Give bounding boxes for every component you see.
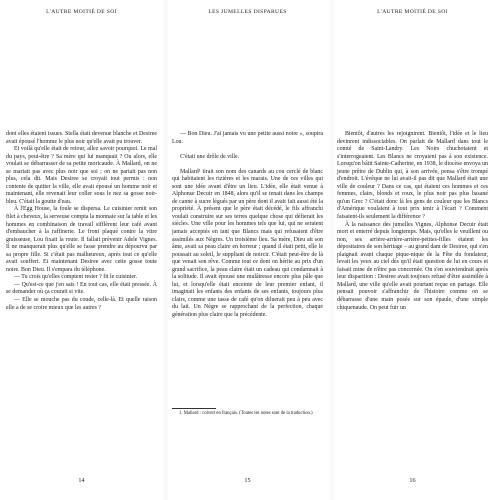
paragraph: Et voilà qu'elle était de retour, allez savoir pourquoi. Le mal du pays, peut-être ? Sa mère qui lui manquait ? Ou alors, elle voulait se débarrasser de sa petite moricaude. À Mallard, on ne se mariait pas avec plus noir que soi ; on ne partait pas non plus, cela dit. Mais Desiree se croyait tout permis : non contente de quitter la ville, elle avait épousé un homme noir et maintenant, elle revenait leur coller sous le nez sa gosse noir-bleu. C'était la goutte d'eau. <box>6 146 157 205</box>
running-head: LES JUMELLES DISPARUES <box>208 9 287 15</box>
paragraph: — Elle se mouche pas du coude, celle-là. Et quelle raison elle a de se croire mieux que les autres ? <box>6 297 157 311</box>
page-body <box>337 131 488 312</box>
paragraph: dont elles étaient issues. Stella était devenue blanche et Desiree avait épousé l'homme le plus noir qu'elle avait pu trouver. <box>6 131 157 145</box>
page-middle <box>172 0 323 500</box>
page-body <box>6 131 157 312</box>
page-right <box>337 0 488 500</box>
paragraph: À l'Egg House, la foule se dispersa. Le cuisinier remit son filet à cheveux, la serveuse compta la monnaie sur la table et les hommes en combinaison de travail sifflèrent leur café avant d'embaucher à la raffinerie. Le front plaqué contre la vitre graisseuse, Lou fixait la route. Il fallait prévenir Adele Vignes. Il ne manquerait plus qu'elle se fasse prendre au dépourvu par sa propre fille. Si c'était pas malheureux, après tout ce qu'elle avait souffert. Et maintenant Desiree avec cette gosse toute noire. Bon Dieu. Il s'empara du téléphone. <box>6 206 157 273</box>
page-body <box>172 131 323 320</box>
running-head: L'AUTRE MOITIÉ DE SOI <box>46 9 117 15</box>
page-number: 16 <box>409 477 416 484</box>
gutter <box>329 0 335 500</box>
gutter <box>163 0 169 500</box>
paragraph: C'était une drôle de ville. <box>180 153 240 160</box>
running-head: L'AUTRE MOITIÉ DE SOI <box>377 9 448 15</box>
page-number: 14 <box>78 477 85 484</box>
paragraph: À la naissance des jumelles Vignes, Alphonse Decuir était mort et enterré depuis longtemps. Mais, qu'elles le veuillent ou non, ses arrière-arrière-arrière-petites-filles étaient les dépositaires de son héritage – au grand dam de Desiree, qui s'en plaignait avant chaque pique-nique de la Fête du fondateur, levait les yeux au ciel dès qu'il était question de lui en cours et faisait mine de n'être pas concernée. On s'en souviendrait après leur disparition : Desiree avait toujours refusé d'être assimilée à Mallard, une ville qu'elle avait pourtant reçue en partage. Elle pensait pouvoir s'affranchir de l'histoire comme on se débarrasse d'une main posée sur son épaule, d'une simple chiquenaude. On peut fuir un <box>337 221 488 311</box>
paragraph: — Tu crois qu'elles comptent rester ? fit le cuisinier. <box>14 274 138 281</box>
page-number: 15 <box>244 477 251 484</box>
footnote-rule <box>172 408 216 409</box>
paragraph: — Qu'est-ce que j'en sais ! En tout cas, elle était pressée. À se demander où ça courait si vite. <box>6 281 157 296</box>
paragraph: — Bon Dieu. J'ai jamais vu une petite aussi noire », soupira Lou. <box>172 131 323 145</box>
page-left <box>6 0 157 500</box>
paragraph: Mallard¹ tirait son nom des canards au cou cerclé de blanc qui habitaient les rizières et les marais. Une de ces villes qui sont une idée avant d'être un lieu. L'idée, elle était venue à Alphonse Decuir en 1848, alors qu'il se tenait dans les champs de canne à sucre légués par un père dont il avait fait aussi été la propriété. À présent que le père était décédé, le fils affranchi voulait construire sur ses terres quelque chose qui défierait les siècles. Une ville pour les hommes tels que lui, qui ne seraient jamais acceptés en tant que Blancs mais qui refusaient d'être assimilés aux Nègres. Un troisième lieu. Sa mère, Dieu ait son âme, avait sa peau claire en horreur ; quand il était petit, elle le poussait au soleil, le suppliant de noircir. C'était peut-être de là que venait son rêve. Comme tout ce dont on hérite au prix d'un grand sacrifice, la peau claire était un cadeau qui condamnait à la solitude. Il avait épousé une mulâtresse encore plus pâle que lui, et lorsqu'elle était enceinte de leur premier enfant, il imaginait les enfants des enfants de ses enfants, toujours plus clairs, comme une tasse de café qu'on diluerait peu à peu avec du lait. Un Nègre se rapprochant de la perfection, chaque génération plus claire que la précédente. <box>172 168 323 319</box>
footnote: 1. Mallard : colvert en français. (Toutes les notes sont de la traduction.) <box>179 411 313 416</box>
paragraph: Bientôt, d'autres les rejoignirent. Bientôt, l'idée et le lieu devinrent indissociables. On parlait de Mallard dans tout le comté de Saint-Landry. Les Noirs chuchotaient et s'interrogeaient. Les Blancs ne croyaient pas à son existence. Lorsqu'on bâtit Sainte-Catherine, en 1938, le diocèse envoya un jeune prêtre de Dublin qui, à son arrivée, pensa s'être trompé d'endroit. L'évêque ne lui avait-il pas dit que Mallard était une ville de couleur ? Dans ce cas, qui étaient ces hommes et ces femmes, clairs, blonds et roux, le plus noir pas plus basané qu'un Grec ? C'était donc là les gens de couleur que les Blancs d'Amérique voulaient à tout prix tenir à l'écart ? Comment faisaient-ils seulement la différence ? <box>337 131 488 221</box>
